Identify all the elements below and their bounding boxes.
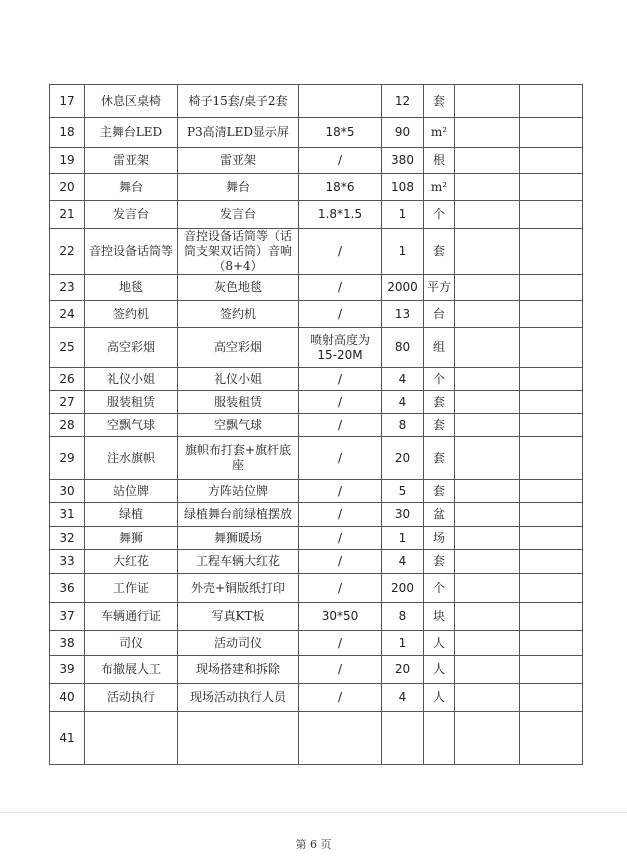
cell-unit: 套 [424,480,455,503]
cell-content: 发言台 [178,201,299,229]
cell-no: 24 [50,301,85,328]
cell-content: 服装租赁 [178,391,299,414]
table-row [50,174,583,201]
cell-unit: 套 [424,437,455,480]
cell-no: 40 [50,684,85,712]
cell-blank [520,328,583,368]
table-row [50,301,583,328]
cell-blank [455,85,520,118]
cell-spec: / [299,148,382,174]
cell-unit: 平方 [424,275,455,301]
cell-unit: 人 [424,631,455,656]
cell-content: 舞狮暖场 [178,527,299,550]
cell-no: 17 [50,85,85,118]
table-body [50,85,583,765]
cell-no: 25 [50,328,85,368]
cell-qty: 200 [382,574,424,603]
cell-blank [455,437,520,480]
cell-spec: 30*50 [299,603,382,631]
cell-blank [455,328,520,368]
cell-unit: 套 [424,85,455,118]
table-row [50,229,583,275]
cell-content: 写真KT板 [178,603,299,631]
cell-no: 22 [50,229,85,275]
cell-qty: 80 [382,328,424,368]
cell-unit: 套 [424,391,455,414]
cell-qty: 4 [382,684,424,712]
cell-content: 灰色地毯 [178,275,299,301]
cell-qty: 8 [382,603,424,631]
cell-name: 工作证 [85,574,178,603]
cell-unit: 个 [424,574,455,603]
cell-name: 站位牌 [85,480,178,503]
cell-unit [424,712,455,765]
cell-spec: / [299,275,382,301]
cell-blank [520,574,583,603]
cell-name: 签约机 [85,301,178,328]
cell-blank [520,603,583,631]
cell-spec: / [299,550,382,574]
table-row [50,503,583,527]
cell-unit: 组 [424,328,455,368]
cell-qty: 30 [382,503,424,527]
cell-name: 司仪 [85,631,178,656]
cell-blank [520,437,583,480]
cell-qty: 20 [382,437,424,480]
cell-unit: m² [424,118,455,148]
cell-qty: 1 [382,527,424,550]
cell-unit: 根 [424,148,455,174]
cell-blank [455,414,520,437]
cell-unit: 盆 [424,503,455,527]
cell-content: 绿植舞台前绿植摆放 [178,503,299,527]
cell-name: 活动执行 [85,684,178,712]
cell-spec: / [299,527,382,550]
cell-blank [455,201,520,229]
cell-spec: / [299,391,382,414]
cell-unit: 场 [424,527,455,550]
cell-name: 布撤展人工 [85,656,178,684]
cell-name: 绿植 [85,503,178,527]
scan-line [0,812,627,813]
cell-blank [520,414,583,437]
cell-name: 音控设备话筒等 [85,229,178,275]
cell-no: 21 [50,201,85,229]
cell-spec: 1.8*1.5 [299,201,382,229]
cell-spec [299,712,382,765]
cell-name: 发言台 [85,201,178,229]
cell-name: 大红花 [85,550,178,574]
cell-spec: / [299,437,382,480]
cell-name: 礼仪小姐 [85,368,178,391]
cell-spec: / [299,414,382,437]
cell-no: 31 [50,503,85,527]
cell-unit: 套 [424,550,455,574]
cell-name: 主舞台LED [85,118,178,148]
cell-blank [455,712,520,765]
cell-spec: / [299,480,382,503]
cell-blank [455,656,520,684]
cell-qty: 4 [382,391,424,414]
cell-content: P3高清LED显示屏 [178,118,299,148]
cell-qty: 12 [382,85,424,118]
cell-qty: 4 [382,550,424,574]
table-row [50,437,583,480]
cell-blank [520,503,583,527]
cell-blank [520,85,583,118]
cell-blank [520,201,583,229]
cell-no: 29 [50,437,85,480]
cell-content: 活动司仪 [178,631,299,656]
cell-blank [455,603,520,631]
cell-blank [520,631,583,656]
cell-blank [455,174,520,201]
cell-content: 签约机 [178,301,299,328]
cell-blank [520,480,583,503]
cell-blank [455,368,520,391]
cell-spec: 喷射高度为15-20M [299,328,382,368]
cell-no: 28 [50,414,85,437]
cell-blank [520,391,583,414]
cell-no: 26 [50,368,85,391]
cell-no: 20 [50,174,85,201]
cell-spec: / [299,631,382,656]
table-row [50,85,583,118]
cell-name: 舞台 [85,174,178,201]
cell-blank [455,574,520,603]
cell-content: 高空彩烟 [178,328,299,368]
table-row [50,201,583,229]
cell-name: 高空彩烟 [85,328,178,368]
cell-spec: / [299,301,382,328]
cell-no: 36 [50,574,85,603]
page-number: 第 6 页 [295,838,332,851]
equipment-table [49,84,583,765]
table-row [50,574,583,603]
table-row [50,603,583,631]
cell-content: 方阵站位牌 [178,480,299,503]
table-row [50,550,583,574]
cell-content [178,712,299,765]
cell-spec: / [299,656,382,684]
cell-name: 空飘气球 [85,414,178,437]
cell-unit: 人 [424,656,455,684]
table-row [50,118,583,148]
table-row [50,368,583,391]
cell-blank [455,631,520,656]
cell-qty: 2000 [382,275,424,301]
cell-unit: 套 [424,414,455,437]
cell-no: 23 [50,275,85,301]
cell-blank [520,275,583,301]
cell-no: 33 [50,550,85,574]
cell-blank [455,684,520,712]
cell-content: 音控设备话筒等（话筒支架双话筒）音响（8+4） [178,229,299,275]
cell-unit: 人 [424,684,455,712]
cell-blank [455,118,520,148]
cell-blank [520,550,583,574]
cell-content: 雷亚架 [178,148,299,174]
cell-blank [455,391,520,414]
cell-unit: 个 [424,201,455,229]
cell-blank [455,503,520,527]
table-row [50,328,583,368]
cell-content: 空飘气球 [178,414,299,437]
cell-content: 旗帜布打套+旗杆底座 [178,437,299,480]
cell-blank [455,148,520,174]
cell-blank [455,527,520,550]
cell-name: 车辆通行证 [85,603,178,631]
cell-blank [520,148,583,174]
cell-spec: 18*6 [299,174,382,201]
cell-blank [455,275,520,301]
cell-no: 32 [50,527,85,550]
table-row [50,631,583,656]
cell-no: 41 [50,712,85,765]
table-row [50,275,583,301]
cell-qty: 108 [382,174,424,201]
cell-content: 舞台 [178,174,299,201]
cell-no: 19 [50,148,85,174]
cell-blank [520,712,583,765]
cell-qty: 1 [382,631,424,656]
cell-no: 38 [50,631,85,656]
cell-content: 现场搭建和拆除 [178,656,299,684]
cell-name: 服装租赁 [85,391,178,414]
table-row [50,527,583,550]
cell-blank [455,229,520,275]
cell-name [85,712,178,765]
cell-name: 舞狮 [85,527,178,550]
cell-name: 地毯 [85,275,178,301]
cell-unit: 台 [424,301,455,328]
cell-spec: 18*5 [299,118,382,148]
cell-blank [520,229,583,275]
cell-unit: 个 [424,368,455,391]
cell-blank [520,174,583,201]
table-row [50,712,583,765]
cell-qty: 20 [382,656,424,684]
cell-no: 18 [50,118,85,148]
cell-unit: 套 [424,229,455,275]
cell-qty: 5 [382,480,424,503]
cell-spec: / [299,574,382,603]
cell-blank [520,118,583,148]
cell-blank [455,480,520,503]
cell-spec: / [299,684,382,712]
table-row [50,414,583,437]
table-row [50,656,583,684]
cell-name: 休息区桌椅 [85,85,178,118]
table-row [50,684,583,712]
cell-qty: 13 [382,301,424,328]
cell-qty: 380 [382,148,424,174]
cell-no: 30 [50,480,85,503]
cell-content: 工程车辆大红花 [178,550,299,574]
cell-qty: 4 [382,368,424,391]
cell-content: 现场活动执行人员 [178,684,299,712]
cell-qty: 8 [382,414,424,437]
cell-unit: 块 [424,603,455,631]
cell-content: 礼仪小姐 [178,368,299,391]
cell-name: 雷亚架 [85,148,178,174]
cell-no: 37 [50,603,85,631]
cell-spec: / [299,368,382,391]
cell-blank [455,301,520,328]
cell-spec: / [299,229,382,275]
cell-content: 椅子15套/桌子2套 [178,85,299,118]
cell-qty [382,712,424,765]
cell-blank [520,656,583,684]
cell-blank [520,368,583,391]
cell-qty: 1 [382,229,424,275]
cell-qty: 1 [382,201,424,229]
cell-blank [520,684,583,712]
cell-blank [520,527,583,550]
cell-no: 39 [50,656,85,684]
table-row [50,148,583,174]
cell-blank [520,301,583,328]
table-row [50,480,583,503]
cell-blank [455,550,520,574]
cell-unit: m² [424,174,455,201]
cell-content: 外壳+铜版纸打印 [178,574,299,603]
table-row [50,391,583,414]
cell-qty: 90 [382,118,424,148]
cell-no: 27 [50,391,85,414]
cell-spec: / [299,503,382,527]
cell-spec [299,85,382,118]
cell-name: 注水旗帜 [85,437,178,480]
